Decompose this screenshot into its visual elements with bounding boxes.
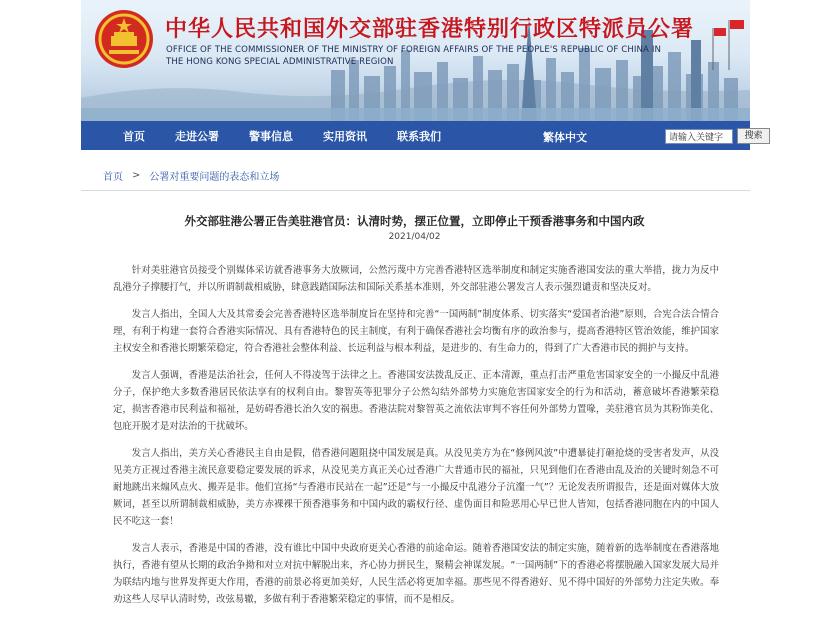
nav-item-info[interactable]: 实用资讯 <box>323 129 367 143</box>
traditional-chinese-link[interactable]: 繁体中文 <box>543 131 587 144</box>
nav-item-home[interactable]: 首页 <box>123 129 145 143</box>
search-button[interactable]: 搜索 <box>737 128 770 144</box>
article-paragraph: 发言人表示，香港是中国的香港，没有谁比中国中央政府更关心香港的前途命运。随着香港国安法的制定实施，随着新的选举制度在香港落地执行，香港有望从长期的政治争拗和对立对抗中解脱出来，齐心协力拼民生，聚精会神谋发展。“一国两制”下的香港必将摆脱融入国家发展大局并为联结内地与世界发挥更大作用，香港的前景必将更加美好，人民生活必将更加幸福。那些见不得香港好、见不得中国好的外部势力注定失败。奉劝这些人尽早认清时势，改弦易辙，多做有利于香港繁荣稳定的事情，而不是相反。 <box>113 543 719 605</box>
nav-item-contact[interactable]: 联系我们 <box>397 129 441 143</box>
site-title-en-line2: THE HONG KONG SPECIAL ADMINISTRATIVE REGION <box>166 57 394 67</box>
divider <box>81 190 750 191</box>
national-emblem-icon <box>93 8 155 70</box>
header-banner <box>81 0 750 121</box>
article-paragraph: 针对美驻港官员接受个别媒体采访就香港事务大放厥词，公然污蔑中方完善香港特区选举制度和制定实施香港国安法的重大举措，拢力为反中乱港分子撑腰打气，并以所谓制裁相威胁，肆意践踏国际法和国际关系基本准则，外交部驻港公署发言人表示强烈谴责和坚决反对。 <box>113 265 719 293</box>
article-paragraph: 发言人指出，美方关心香港民主自由是假，借香港问题阻挠中国发展是真。从没见美方为在“修例风波”中遭暴徒打砸抢烧的受害者发声，从没见美方正视过香港主流民意要稳定要发展的诉求，从没见美方真正关心过香港广大普通市民的福祉，只见到他们在香港由乱及治的关键时刻急不可耐地跳出来煽风点火、搬弄是非。他们宣扬“与香港市民站在一起”还是“与一小撮反中乱港分子沆瀣一气”？无论发表所谓报告，还是面对媒体大放厥词，甚至以所谓制裁相威胁，美方赤裸裸干预香港事务和中国内政的霸权行径、虚伪面目和险恶用心早已世人皆知，包括香港同胞在内的中国人民不吃这一套！ <box>113 448 719 527</box>
breadcrumb-home[interactable]: 首页 <box>103 172 123 183</box>
breadcrumb-separator: > <box>132 170 141 181</box>
site-title: 中华人民共和国外交部驻香港特别行政区特派员公署 <box>165 17 695 42</box>
site-title-en-line1: OFFICE OF THE COMMISSIONER OF THE MINISTRY OF FOREIGN AFFAIRS OF THE PEOPLE'S REPUBLIC OF CHINA IN <box>166 45 662 55</box>
nav-item-about[interactable]: 走进公署 <box>175 129 219 143</box>
main-nav <box>81 121 763 150</box>
article-body <box>113 262 719 618</box>
breadcrumb <box>103 168 279 183</box>
nav-item-news[interactable]: 警事信息 <box>249 129 293 143</box>
breadcrumb-current[interactable]: 公署对重要问题的表态和立场 <box>149 172 280 183</box>
article-paragraph: 发言人指出，全国人大及其常委会完善香港特区选举制度旨在坚持和完善“一国两制”制度体系、切实落实“爱国者治港”原则，合宪合法合情合理，有利于构建一套符合香港实际情况、具有香港特色的民主制度，有利于确保香港社会均衡有序的政治参与，提高香港特区管治效能，维护国家主权安全和香港长期繁荣稳定，符合香港社会整体利益、长远利益与根本利益，是进步的、有生命力的，得到了广大香港市民的拥护与支持。 <box>113 309 719 354</box>
article-date: 2021/04/02 <box>388 232 441 242</box>
article-title: 外交部驻港公署正告美驻港官员：认清时势，摆正位置，立即停止干预香港事务和中国内政 <box>184 214 645 228</box>
article-paragraph: 发言人强调，香港是法治社会，任何人不得凌驾于法律之上。香港国安法拨乱反正、正本清源，重点打击严重危害国家安全的一小撮反中乱港分子，保护绝大多数香港居民依法享有的权利自由。黎智英等犯罪分子公然勾结外部势力实施危害国家安全的行为和活动，蓄意破坏香港繁荣稳定，损害香港市民利益和福祉，是妨碍香港长治久安的祸患。香港法院对黎智英之流依法审判不容任何外部势力置喙，美驻港官员为其粉饰美化、包庇开脱才是对法治的干扰破坏。 <box>113 370 719 432</box>
search-input[interactable] <box>665 129 733 144</box>
